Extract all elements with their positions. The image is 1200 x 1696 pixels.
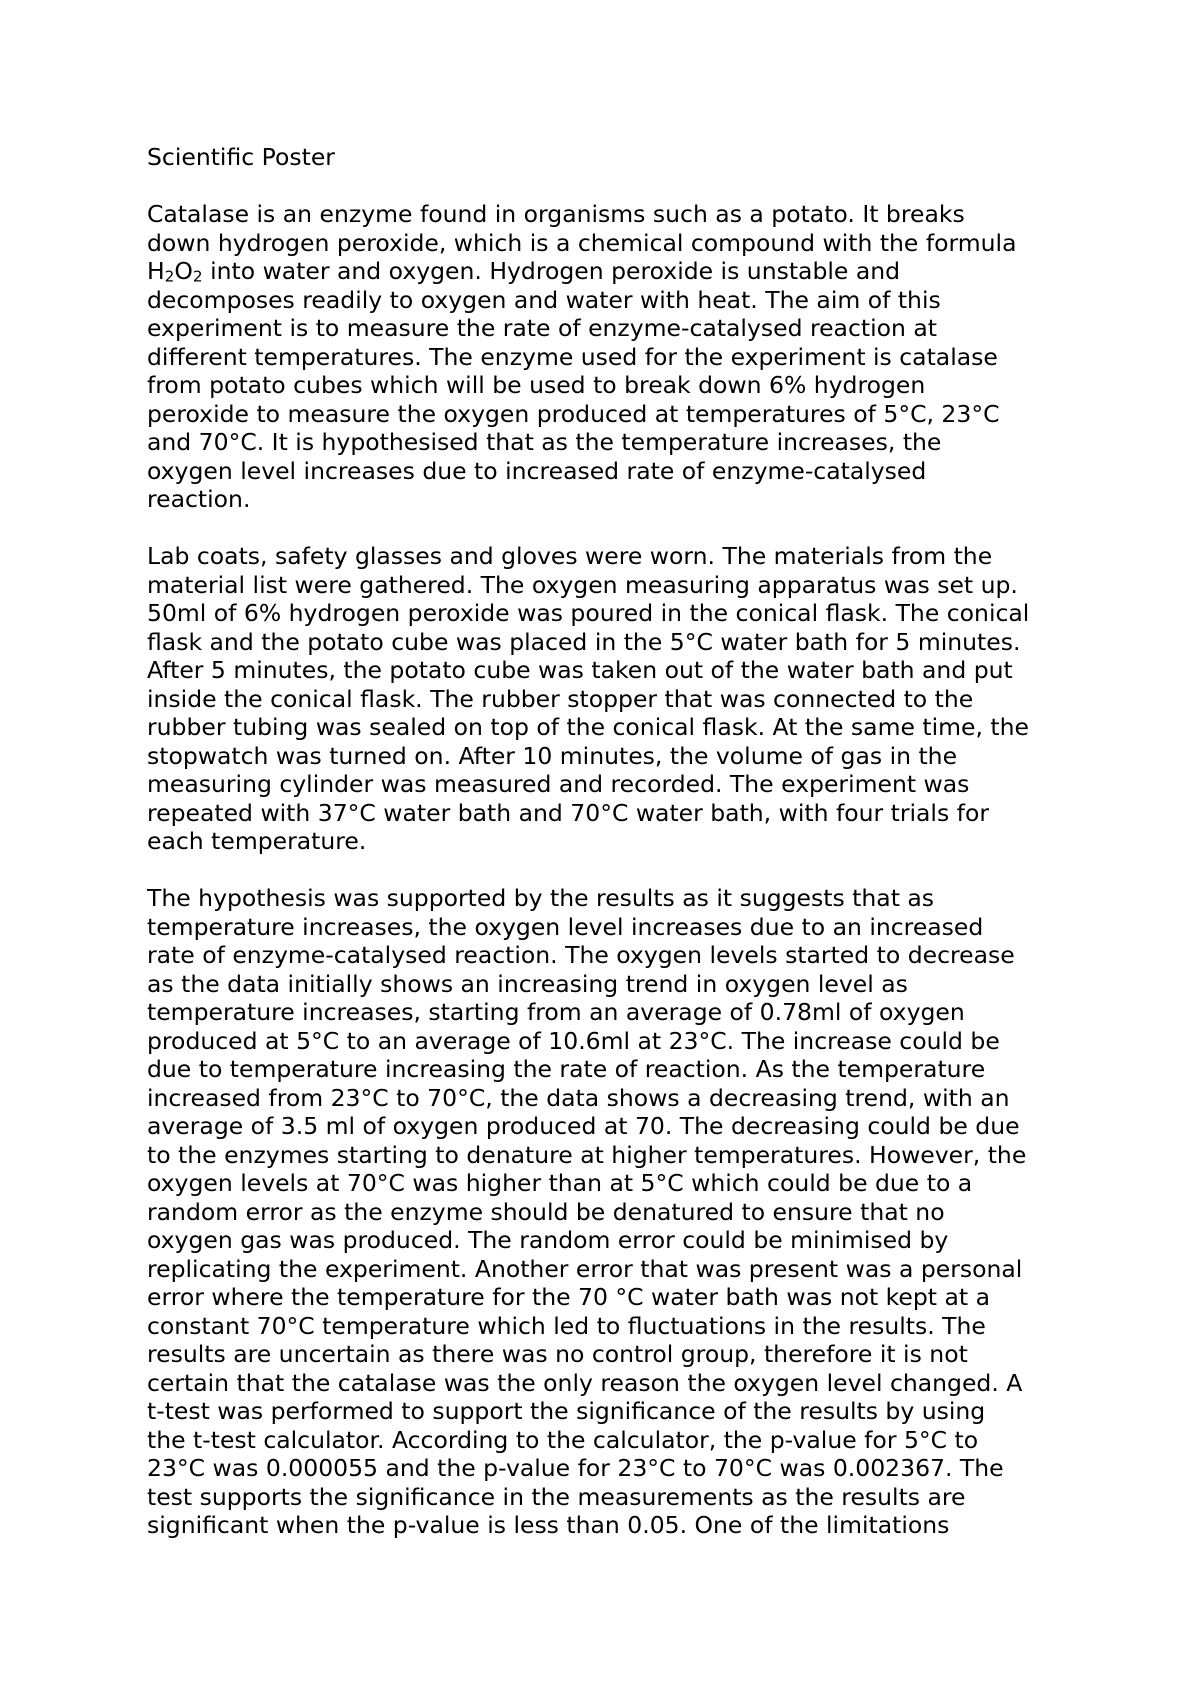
text-line: experiment is to measure the rate of enzyme-catalysed reaction at	[147, 314, 937, 342]
text-line: constant 70°C temperature which led to fluctuations in the results. The	[147, 1311, 986, 1340]
text-line: average of 3.5 ml of oxygen produced at 70. The decreasing could be due	[147, 1112, 1020, 1140]
formula-subscript: 2	[164, 267, 175, 286]
text-line: replicating the experiment. Another error that was present was a personal	[147, 1254, 1023, 1283]
introduction-paragraph	[147, 200, 1077, 514]
document-title: Scientific Poster	[147, 143, 335, 171]
text-line: test supports the significance in the measurements as the results are	[147, 1482, 966, 1511]
text-line: down hydrogen peroxide, which is a chemical compound with the formula	[147, 228, 1017, 257]
text-line: different temperatures. The enzyme used for the experiment is catalase	[147, 342, 998, 371]
text-line: to the enzymes starting to denature at higher temperatures. However, the	[147, 1140, 1027, 1169]
text-line: rubber tubing was sealed on top of the conical flask. At the same time, the	[147, 713, 1029, 741]
text-line: inside the conical flask. The rubber stopper that was connected to the	[147, 684, 974, 713]
text-line: and 70°C. It is hypothesised that as the temperature increases, the	[147, 428, 942, 456]
text-line: Lab coats, safety glasses and gloves were worn. The materials from the	[147, 542, 993, 570]
text-line: 23°C was 0.000055 and the p-value for 23°C to 70°C was 0.002367. The	[147, 1454, 1004, 1482]
text-line: stopwatch was turned on. After 10 minutes, the volume of gas in the	[147, 741, 958, 770]
formula-o: O	[174, 257, 193, 285]
text-line: repeated with 37°C water bath and 70°C water bath, with four trials for	[147, 798, 989, 827]
text-line: significant when the p-value is less than 0.05. One of the limitations	[147, 1511, 950, 1539]
formula-rest: into water and oxygen. Hydrogen peroxide is unstable and	[202, 257, 901, 285]
text-line: random error as the enzyme should be denatured to ensure that no	[147, 1197, 945, 1226]
text-line: oxygen levels at 70°C was higher than at 5°C which could be due to a	[147, 1169, 973, 1197]
text-line: temperature increases, the oxygen level increases due to an increased	[147, 912, 984, 941]
text-line: t-test was performed to support the significance of the results by using	[147, 1397, 986, 1425]
document-body	[147, 143, 1077, 1540]
text-line: measuring cylinder was measured and recorded. The experiment was	[147, 770, 970, 798]
text-line: oxygen level increases due to increased rate of enzyme-catalysed	[147, 456, 927, 485]
text-line: oxygen gas was produced. The random error could be minimised by	[147, 1226, 949, 1254]
discussion-paragraph	[147, 884, 1077, 1540]
text-line: material list were gathered. The oxygen measuring apparatus was set up.	[147, 570, 1018, 599]
text-line: error where the temperature for the 70 °C water bath was not kept at a	[147, 1283, 990, 1311]
text-line: After 5 minutes, the potato cube was taken out of the water bath and put	[147, 656, 1013, 684]
text-line: due to temperature increasing the rate of reaction. As the temperature	[147, 1055, 986, 1083]
formula-h: H	[147, 257, 165, 285]
text-line: Catalase is an enzyme found in organisms such as a potato. It breaks	[147, 200, 965, 228]
text-line: decomposes readily to oxygen and water with heat. The aim of this	[147, 285, 941, 314]
text-line: peroxide to measure the oxygen produced at temperatures of 5°C, 23°C	[147, 399, 1000, 428]
text-line: increased from 23°C to 70°C, the data shows a decreasing trend, with an	[147, 1083, 1010, 1112]
text-line: reaction.	[147, 485, 251, 513]
text-line: rate of enzyme-catalysed reaction. The oxygen levels started to decrease	[147, 941, 1015, 969]
method-paragraph	[147, 542, 1077, 856]
text-line-formula	[147, 257, 1077, 286]
text-line: as the data initially shows an increasing trend in oxygen level as	[147, 969, 908, 998]
formula-subscript: 2	[192, 267, 203, 286]
text-line: produced at 5°C to an average of 10.6ml at 23°C. The increase could be	[147, 1026, 1000, 1055]
text-line: the t-test calculator. According to the calculator, the p-value for 5°C to	[147, 1425, 979, 1454]
text-line: flask and the potato cube was placed in the 5°C water bath for 5 minutes.	[147, 627, 1021, 656]
text-line: from potato cubes which will be used to break down 6% hydrogen	[147, 371, 926, 399]
text-line: certain that the catalase was the only reason the oxygen level changed. A	[147, 1368, 1023, 1397]
text-line: 50ml of 6% hydrogen peroxide was poured in the conical flask. The conical	[147, 599, 1030, 627]
text-line: results are uncertain as there was no control group, therefore it is not	[147, 1340, 968, 1368]
text-line: temperature increases, starting from an average of 0.78ml of oxygen	[147, 998, 965, 1026]
text-line: each temperature.	[147, 827, 367, 855]
text-line: The hypothesis was supported by the results as it suggests that as	[147, 884, 935, 912]
